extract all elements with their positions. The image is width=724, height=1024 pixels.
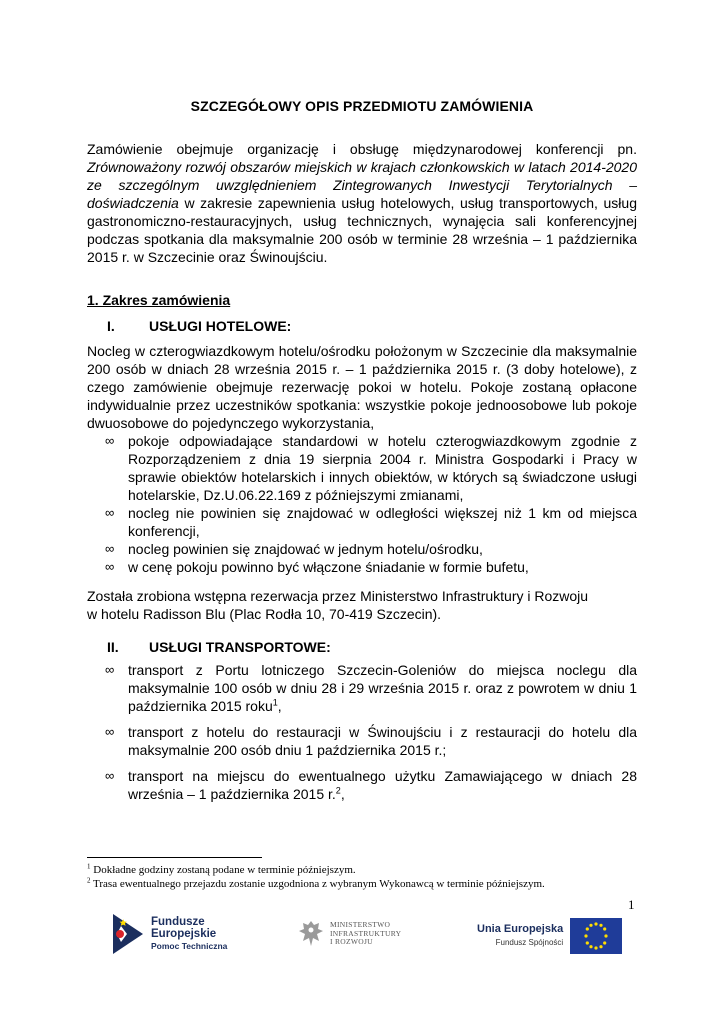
- eu-line1: Unia Europejska: [477, 923, 564, 935]
- infinity-bullet-icon: ∞: [105, 433, 115, 448]
- fe-logo-line3: Pomoc Techniczna: [151, 941, 228, 951]
- footnote-number: 2: [87, 876, 91, 885]
- transport-list: [105, 661, 637, 811]
- ministry-line1: MINISTERSTWO: [330, 920, 391, 930]
- fe-logo-line1: Fundusze: [151, 916, 205, 928]
- list-item: [105, 504, 637, 540]
- footnote-ref[interactable]: 2: [335, 785, 341, 796]
- list-item: [105, 558, 637, 576]
- list-item-text: transport z hotelu do restauracji w Świnoujściu i z restauracji do hotelu dla maksymalnie 200 osób dniu 1 października 2015 r.;: [128, 724, 637, 758]
- hotel-requirements-list: [105, 432, 637, 576]
- reservation-line-1: Została zrobiona wstępna rezerwacja przez Ministerstwo Infrastruktury i Rozwoju: [87, 588, 589, 604]
- hotel-paragraph: Nocleg w czterogwiazdkowym hotelu/ośrodku położonym w Szczecinie dla maksymalnie 200 osób w dniach 28 września 2015 r. – 1 października 2015 r. (3 doby hotelowe), z czego zamówienie obejmuje rezerwację pokoi w hotelu. Pokoje zostaną opłacone indywidualnie przez uczestników spotkania: wszystkie pokoje jednoosobowe lub pokoje dwuosobowe do pojedynczego wykorzystania,: [87, 343, 637, 431]
- list-item: [105, 767, 637, 803]
- intro-text-part2: w zakresie zapewnienia usług hotelowych, usług transportowych, usług gastronomiczno-restauracyjnych, usług technicznych, wynajęcia sali konferencyjnej podczas spotkania dla maksymalnie 200 osób w terminie 28 września – 1 października 2015 r. w Szczecinie oraz Świnoujściu.: [87, 195, 637, 265]
- list-item-end: ,: [340, 786, 345, 802]
- subsection-title: USŁUGI HOTELOWE:: [149, 318, 292, 334]
- intro-paragraph: [87, 140, 637, 266]
- subsection-heading-transport: [107, 639, 331, 655]
- document-title: SZCZEGÓŁOWY OPIS PRZEDMIOTU ZAMÓWIENIA: [190, 98, 534, 114]
- conference-name: Zrównoważony rozwój obszarów miejskich w krajach członkowskich w latach 2014-2020 ze szczególnym uwzględnieniem Zintegrowanych Inwestycji Terytorialnych – doświadczenia: [87, 159, 637, 211]
- list-item-end: ,: [277, 698, 282, 714]
- list-item: [105, 432, 637, 504]
- footnote: [87, 863, 647, 877]
- fe-star-icon: [107, 912, 145, 956]
- eagle-emblem-icon: [297, 918, 325, 950]
- roman-numeral: II.: [107, 639, 119, 655]
- list-item: [105, 540, 637, 558]
- list-item-text: pokoje odpowiadające standardowi w hotelu czterogwiazdkowym zgodnie z Rozporządzeniem z dnia 19 sierpnia 2004 r. Ministra Gospodarki i Pracy w sprawie obiektów hotelarskich i innych obiektów, w których są świadczone usługi hotelarskie, Dz.U.06.22.169 z późniejszymi zmianami,: [128, 433, 637, 503]
- infinity-bullet-icon: ∞: [105, 724, 115, 739]
- footnote-ref[interactable]: 1: [272, 697, 278, 708]
- fundusze-europejskie-logo: [107, 912, 227, 956]
- infinity-bullet-icon: ∞: [105, 505, 115, 520]
- eu-logo: [477, 918, 622, 954]
- list-item-text: nocleg nie powinien się znajdować w odległości większej niż 1 km od miejsca konferencji,: [128, 505, 637, 539]
- page-number: 1: [628, 897, 635, 912]
- footnote-number: 1: [87, 862, 91, 871]
- reservation-line-2: w hotelu Radisson Blu (Plac Rodła 10, 70-419 Szczecin).: [87, 606, 442, 622]
- ministry-logo-text: [330, 921, 401, 947]
- subsection-title: USŁUGI TRANSPORTOWE:: [149, 639, 331, 655]
- eu-flag-icon: [570, 918, 622, 954]
- footnotes: [87, 863, 647, 891]
- ministry-line3: I ROZWOJU: [330, 937, 373, 947]
- roman-numeral: I.: [107, 318, 115, 334]
- infinity-bullet-icon: ∞: [105, 541, 115, 556]
- section-heading-scope: 1. Zakres zamówienia: [87, 292, 231, 308]
- list-item-text: transport na miejscu do ewentualnego użytku Zamawiającego w dniach 28 września – 1 października 2015 r.: [128, 768, 637, 802]
- footnote-text: Trasa ewentualnego przejazdu zostanie uzgodniona z wybranym Wykonawcą w terminie późniejszym.: [90, 878, 545, 890]
- ministry-logo: [297, 918, 401, 950]
- eu-logo-text: [477, 923, 563, 949]
- intro-text-part1: Zamówienie obejmuje organizację i obsługę międzynarodowej konferencji pn.: [87, 141, 637, 157]
- list-item-text: w cenę pokoju powinno być włączone śniadanie w formie bufetu,: [128, 559, 529, 575]
- eu-line2: Fundusz Spójności: [495, 938, 564, 947]
- list-item: [105, 723, 637, 759]
- fe-logo-line2: Europejskie: [151, 928, 217, 940]
- subsection-heading-hotel: [107, 318, 291, 334]
- infinity-bullet-icon: ∞: [105, 662, 115, 677]
- footnote: [87, 877, 647, 891]
- list-item: [105, 661, 637, 715]
- infinity-bullet-icon: ∞: [105, 559, 115, 574]
- infinity-bullet-icon: ∞: [105, 768, 115, 783]
- footnote-text: Dokładne godziny zostaną podane w terminie późniejszym.: [90, 864, 356, 876]
- list-item-text: nocleg powinien się znajdować w jednym hotelu/ośrodku,: [128, 541, 483, 557]
- logo-bar: [0, 908, 724, 968]
- fe-logo-text: [151, 916, 227, 952]
- footnote-divider: [87, 857, 262, 858]
- ministry-line2: INFRASTRUKTURY: [330, 928, 402, 938]
- list-item-text: transport z Portu lotniczego Szczecin-Goleniów do miejsca noclegu dla maksymalnie 100 osób w dniu 28 i 29 września 2015 r. oraz z powrotem w dniu 1 października 2015 roku: [128, 662, 637, 714]
